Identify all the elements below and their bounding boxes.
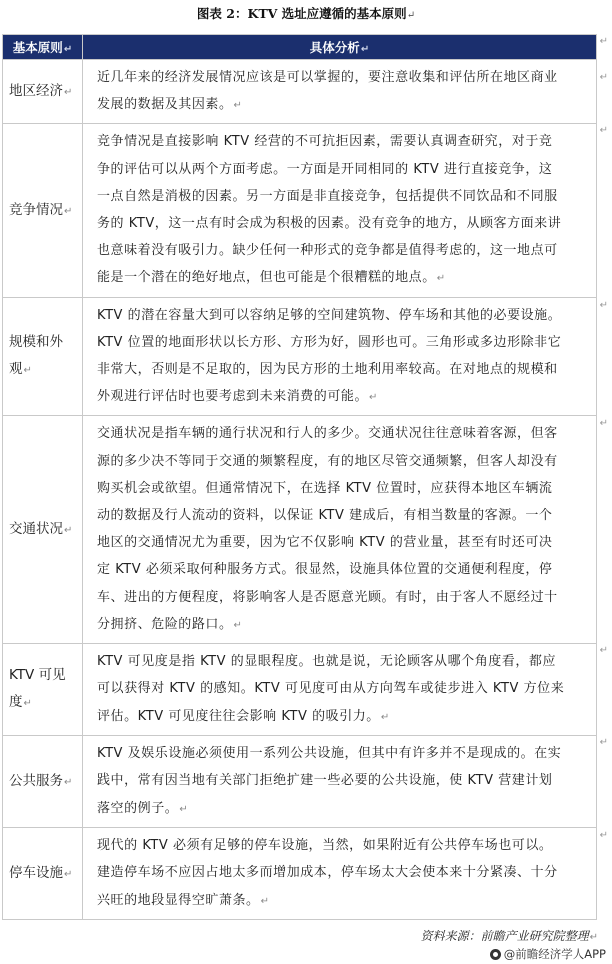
row-name: 竞争情况↵ [3,124,83,297]
row-end-mark: ↵ [599,36,608,47]
row-name: 规模和外 观↵ [3,297,83,416]
principles-table [2,34,597,920]
row-name: 交通状况↵ [3,416,83,644]
row-description: 近几年来的经济发展情况应该是可以掌握的，要注意收集和评估所在地区商业 发展的数据及其因素。↵ [83,60,597,124]
source-note: 资料来源：前瞻产业研究院整理↵ [420,929,598,943]
row-description: 现代的 KTV 必须有足够的停车设施，当然，如果附近有公共停车场也可以。 建造停车场不应因占地太多而增加成本，停车场太大会使本来十分紧凑、十分 兴旺的地段显得空旷萧条。↵ [83,828,597,920]
watermark: @前瞻经济学人APP [490,946,606,962]
header-principle: 基本原则↵ [3,35,83,60]
row-end-mark: ↵ [599,125,608,136]
header-analysis: 具体分析↵ [83,35,597,60]
table-row [3,644,597,736]
row-description: 交通状况是指车辆的通行状况和行人的多少。交通状况往往意味着客源，但客 源的多少决不等同于交通的频繁程度，有的地区尽管交通频繁，但客人却没有 购买机会或欲望。但通常情况下，在选择 KTV 位置时，应获得本地区车辆流 动的数据及行人流动的资料，以保证 KTV 建成后，有相当数量的客源。一个 地区的交通情况尤为重要，因为它不仅影响 KTV 的营业量，甚至有时还可决 定 KTV 必须采取何种服务方式。很显然，设施具体位置的交通便利程度，停 车、进出的方便程度，将影响客人是否愿意光顾。有时，由于客人不愿经过十 分拥挤、危险的路口。↵ [83,416,597,644]
row-end-mark: ↵ [599,830,608,841]
table-row [3,736,597,828]
row-end-mark: ↵ [599,72,608,83]
table-row [3,60,597,124]
row-description: 竞争情况是直接影响 KTV 经营的不可抗拒因素，需要认真调查研究，对于竞 争的评估可以从两个方面考虑。一方面是开同相同的 KTV 进行直接竞争，这 一点自然是消极的因素。另一方面是非直接竞争，包括提供不同饮品和不同服 务的 KTV，这一点有时会成为积极的因素。没有竞争的地方，从顾客方面来讲 也意味着没有吸引力。缺少任何一种形式的竞争都是值得考虑的，这一地点可 能是一个潜在的绝好地点，但也可能是个很糟糕的地点。↵ [83,124,597,297]
row-description: KTV 可见度是指 KTV 的显眼程度。也就是说，无论顾客从哪个角度看，都应 可以获得对 KTV 的感知。KTV 可见度可由从方向驾车或徒步进入 KTV 方位来 评估。KTV 可见度往往会影响 KTV 的吸引力。↵ [83,644,597,736]
table-row [3,297,597,416]
brand-logo-icon [490,949,501,960]
row-name: 公共服务↵ [3,736,83,828]
row-end-mark: ↵ [599,300,608,311]
table-title: 图表 2：KTV 选址应遵循的基本原则↵ [196,6,416,21]
row-name: KTV 可见 度↵ [3,644,83,736]
row-name: 停车设施↵ [3,828,83,920]
row-description: KTV 的潜在容量大到可以容纳足够的空间建筑物、停车场和其他的必要设施。 KTV 位置的地面形状以长方形、方形为好，圆形也可。三角形或多边形除非它 非常大，否则是不足取的，因为民方形的土地利用率较高。在对地点的规模和 外观进行评估时也要考虑到未来消费的可能。↵ [83,297,597,416]
row-end-mark: ↵ [599,418,608,429]
row-end-mark: ↵ [599,645,608,656]
table-row [3,124,597,297]
table-row [3,416,597,644]
row-end-mark: ↵ [599,737,608,748]
row-description: KTV 及娱乐设施必须使用一系列公共设施，但其中有许多并不是现成的。在实 践中，常有因当地有关部门拒绝扩建一些必要的公共设施，使 KTV 营建计划 落空的例子。↵ [83,736,597,828]
row-name: 地区经济↵ [3,60,83,124]
table-row [3,828,597,920]
table-header-row [3,35,597,60]
